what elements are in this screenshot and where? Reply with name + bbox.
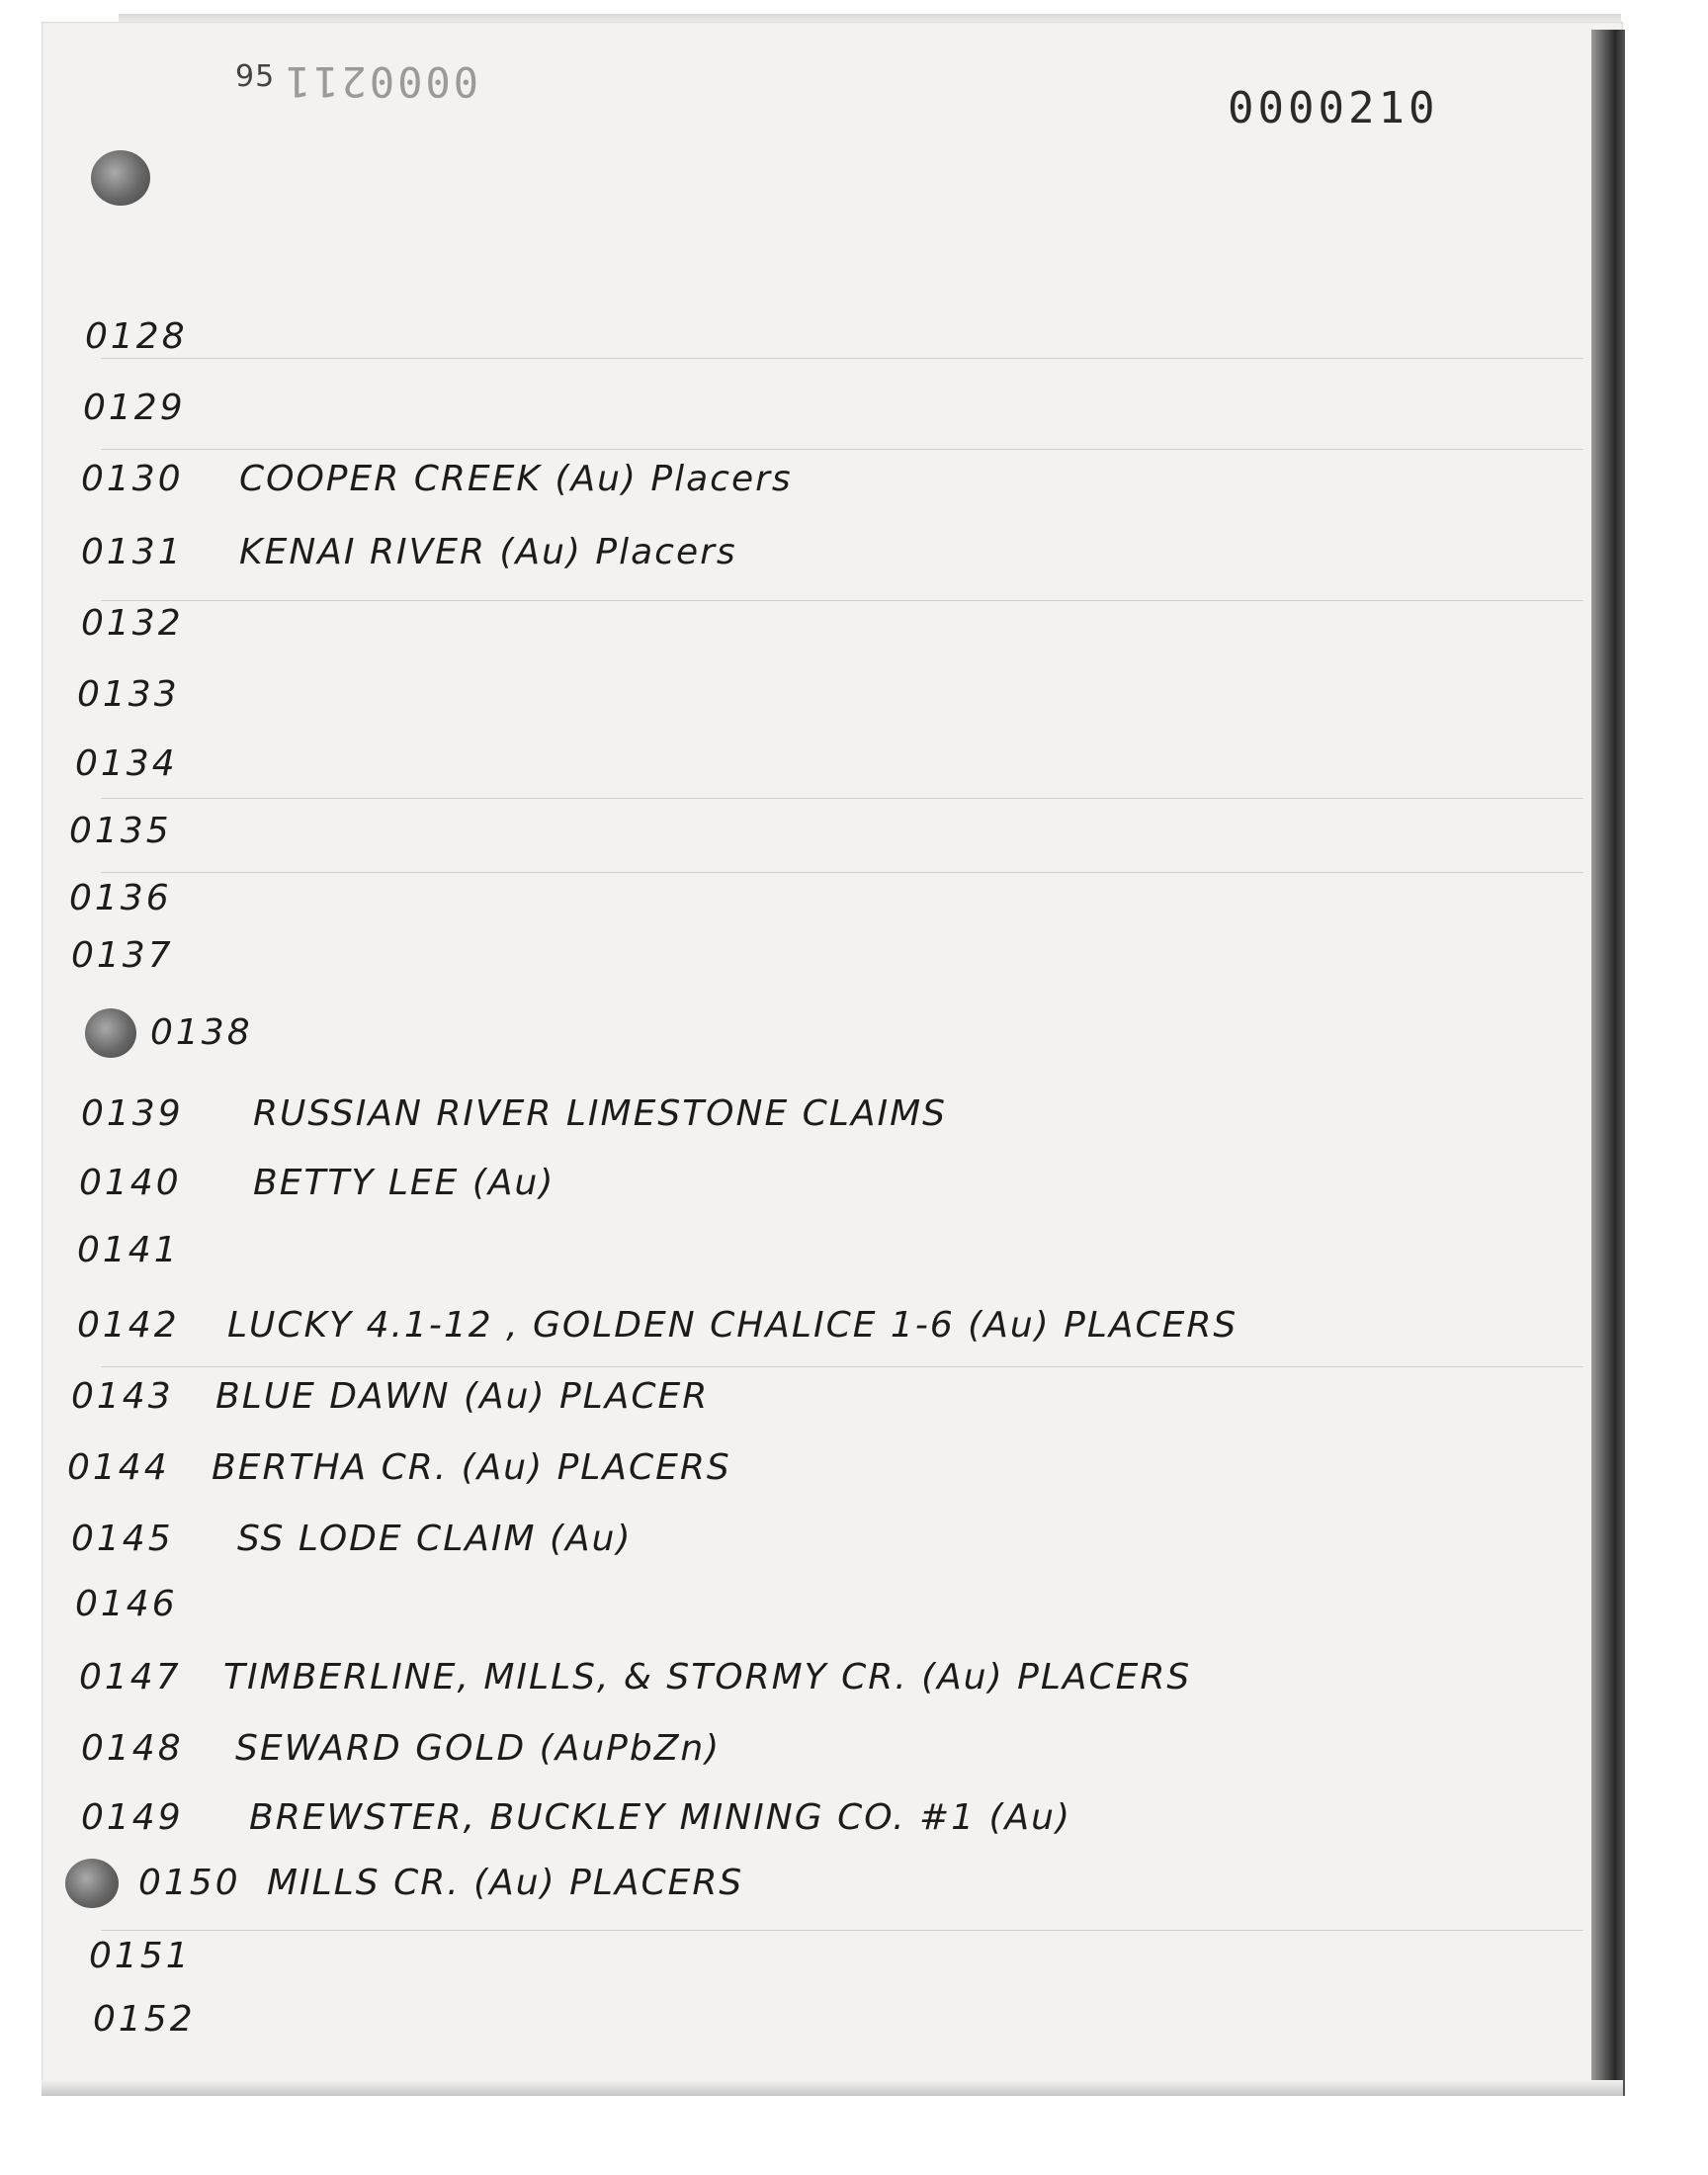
ruled-line	[101, 600, 1583, 601]
sheet-bottom-edge	[42, 2080, 1623, 2096]
entry-number: 0147	[79, 1657, 182, 1697]
entry-description: KENAI RIVER (Au) Placers	[239, 532, 737, 572]
entry-row	[42, 1797, 1623, 1857]
entry-description: LUCKY 4.1-12 , GOLDEN CHALICE 1-6 (Au) PLACERS	[227, 1305, 1238, 1346]
entry-row	[42, 1519, 1623, 1578]
entry-row	[42, 1863, 1623, 1922]
entry-row	[42, 811, 1623, 870]
entry-number: 0133	[77, 674, 180, 715]
entry-row	[42, 459, 1623, 518]
document-stamp-number: 0000210	[1228, 83, 1439, 133]
entry-description: RUSSIAN RIVER LIMESTONE CLAIMS	[253, 1093, 947, 1134]
entry-row	[42, 1305, 1623, 1364]
entry-description: BLUE DAWN (Au) PLACER	[215, 1376, 710, 1417]
entry-number: 0149	[81, 1797, 184, 1838]
entry-number: 0138	[150, 1012, 253, 1053]
entry-row	[42, 1163, 1623, 1222]
entry-number: 0151	[89, 1936, 192, 1976]
ghost-prefix: 95	[235, 59, 276, 94]
entry-row	[42, 1230, 1623, 1289]
entry-number: 0129	[83, 388, 186, 428]
entry-row	[42, 532, 1623, 591]
entry-number: 0132	[81, 603, 184, 644]
entry-row	[42, 1657, 1623, 1716]
punch-hole	[65, 1859, 119, 1908]
entry-description: TIMBERLINE, MILLS, & STORMY CR. (Au) PLACERS	[223, 1657, 1192, 1697]
entry-row	[42, 388, 1623, 447]
entry-row	[42, 316, 1623, 376]
entry-number: 0142	[77, 1305, 180, 1346]
entry-number: 0141	[77, 1230, 180, 1270]
entry-number: 0140	[79, 1163, 182, 1203]
entry-description: SS LODE CLAIM (Au)	[237, 1519, 633, 1559]
entry-description: MILLS CR. (Au) PLACERS	[267, 1863, 744, 1903]
entry-description: BREWSTER, BUCKLEY MINING CO. #1 (Au)	[249, 1797, 1072, 1838]
entry-number: 0131	[81, 532, 184, 572]
entry-description: BERTHA CR. (Au) PLACERS	[212, 1447, 731, 1488]
entry-number: 0148	[81, 1728, 184, 1769]
entry-row	[42, 1093, 1623, 1153]
bleed-through-number: 0000211	[283, 57, 479, 106]
entry-description: COOPER CREEK (Au) Placers	[239, 459, 793, 499]
entry-number: 0139	[81, 1093, 184, 1134]
entry-number: 0128	[85, 316, 188, 357]
entry-row	[42, 743, 1623, 803]
entry-row	[42, 1447, 1623, 1507]
entry-number: 0135	[69, 811, 172, 851]
entry-description: SEWARD GOLD (AuPbZn)	[235, 1728, 722, 1769]
entry-number: 0130	[81, 459, 184, 499]
entry-row	[42, 1012, 1623, 1072]
entry-row	[42, 1376, 1623, 1436]
entry-number: 0145	[71, 1519, 174, 1559]
sheet-right-shadow	[1591, 30, 1625, 2096]
entry-number: 0137	[71, 935, 174, 976]
entry-description: BETTY LEE (Au)	[253, 1163, 555, 1203]
punch-hole	[85, 1008, 136, 1058]
entry-row	[42, 674, 1623, 734]
ruled-line	[101, 449, 1583, 450]
ruled-line	[101, 872, 1583, 873]
entry-row	[42, 603, 1623, 662]
entry-number: 0134	[75, 743, 178, 784]
punch-hole	[91, 150, 150, 206]
entry-row	[42, 1728, 1623, 1787]
ruled-line	[101, 1366, 1583, 1367]
ruled-line	[101, 1930, 1583, 1931]
entry-number: 0144	[67, 1447, 170, 1488]
entry-row	[42, 935, 1623, 995]
entry-number: 0152	[93, 1999, 196, 2040]
entry-number: 0146	[75, 1584, 178, 1624]
entry-row	[42, 878, 1623, 937]
entry-row	[42, 1584, 1623, 1643]
entry-number: 0143	[71, 1376, 174, 1417]
entry-row	[42, 1936, 1623, 1995]
entry-number: 0150	[138, 1863, 241, 1903]
entry-row	[42, 1999, 1623, 2058]
paper-sheet	[42, 22, 1623, 2096]
entry-number: 0136	[69, 878, 172, 918]
